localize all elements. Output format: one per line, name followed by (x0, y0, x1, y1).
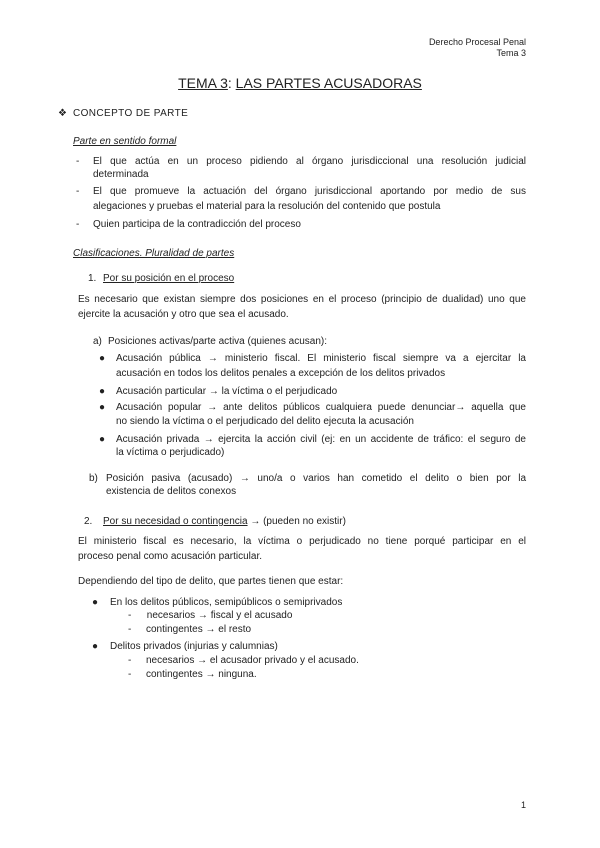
group-sub: necesarios → el acusador privado y el acusado. (146, 655, 359, 666)
group-sub: contingentes → el resto (146, 624, 252, 635)
subheading-posicion: Por su posición en el proceso (103, 273, 235, 284)
active-item: Acusación pública → ministerio fiscal. El ministerio fiscal siempre va a ejercitar la (116, 353, 526, 364)
active-item: Acusación privada → ejercita la acción civil (ej: en un accidente de tráfico: el seguro de (116, 434, 526, 445)
paragraph-cont: ejercite la acusación y otro que sea el acusado. (78, 309, 289, 320)
paragraph: Es necesario que existan siempre dos posiciones en el proceso (principio de dualidad) uno que (78, 294, 526, 305)
dash: - (128, 610, 132, 621)
passive-item-cont: existencia de delitos conexos (106, 486, 237, 497)
passive-item: Posición pasiva (acusado) → uno/a o varios han cometido el delito o bien por la (106, 473, 526, 484)
bullet-icon: ● (99, 402, 106, 413)
paragraph: El ministerio fiscal es necesario, la víctima o perjudicado no tiene porqué participar en el (78, 536, 526, 547)
bullet-icon: ● (99, 353, 106, 364)
dash: - (76, 219, 80, 230)
subheading-clasificaciones: Clasificaciones. Pluralidad de partes (73, 248, 235, 259)
formal-item-cont: alegaciones y pruebas el material para la resolución del contenido que postula (93, 201, 441, 212)
active-item: Acusación popular → ante delitos públicos cualquiera puede denunciar→ aquella que (116, 402, 526, 413)
subheading-necesidad: Por su necesidad o contingencia → (pueden no existir) (103, 516, 346, 527)
list-letter: b) (89, 473, 98, 484)
dash: - (76, 186, 80, 197)
dash: - (76, 156, 80, 167)
subheading-formal: Parte en sentido formal (73, 136, 177, 147)
bullet-icon: ● (99, 386, 106, 397)
active-item-cont: acusación en todos los delitos penales a excepción de los delitos privados (116, 368, 446, 379)
list-letter: a) (93, 336, 102, 347)
paragraph: Dependiendo del tipo de delito, que partes tienen que estar: (78, 576, 344, 587)
active-item-cont: no siendo la víctima o el perjudicado del delito ejecuta la acusación (116, 416, 414, 427)
page-number: 1 (521, 800, 527, 810)
section-heading: CONCEPTO DE PARTE (73, 108, 189, 119)
list-number: 1. (88, 273, 97, 284)
formal-item: El que promueve la actuación del órgano jurisdiccional aportando por medio de sus (93, 186, 526, 197)
bullet-icon: ● (92, 597, 99, 608)
active-item: Acusación particular → la víctima o el perjudicado (116, 386, 338, 397)
formal-item-cont: determinada (93, 169, 149, 180)
bullet-icon: ● (92, 641, 99, 652)
formal-item: El que actúa en un proceso pidiendo al órgano jurisdiccional una resolución judicial (93, 156, 526, 167)
paragraph-cont: proceso penal como acusación particular. (78, 551, 262, 562)
group-sub: contingentes → ninguna. (146, 669, 257, 680)
bullet-icon: ● (99, 434, 106, 445)
diamond-bullet-icon: ❖ (58, 108, 67, 119)
dash: - (128, 624, 132, 635)
dash: - (128, 669, 132, 680)
formal-item: Quien participa de la contradicción del proceso (93, 219, 301, 230)
subheading-activas: Posiciones activas/parte activa (quienes acusan): (108, 336, 328, 347)
active-item-cont: la víctima o perjudicado) (116, 447, 225, 458)
header-topic: Tema 3 (496, 48, 526, 58)
group-label: En los delitos públicos, semipúblicos o semiprivados (110, 597, 343, 608)
page-title: TEMA 3: LAS PARTES ACUSADORAS (178, 75, 422, 91)
dash: - (128, 655, 132, 666)
header-course: Derecho Procesal Penal (428, 37, 526, 47)
list-number: 2. (84, 516, 93, 527)
group-sub: necesarios → fiscal y el acusado (144, 610, 293, 621)
group-label: Delitos privados (injurias y calumnias) (110, 641, 278, 652)
